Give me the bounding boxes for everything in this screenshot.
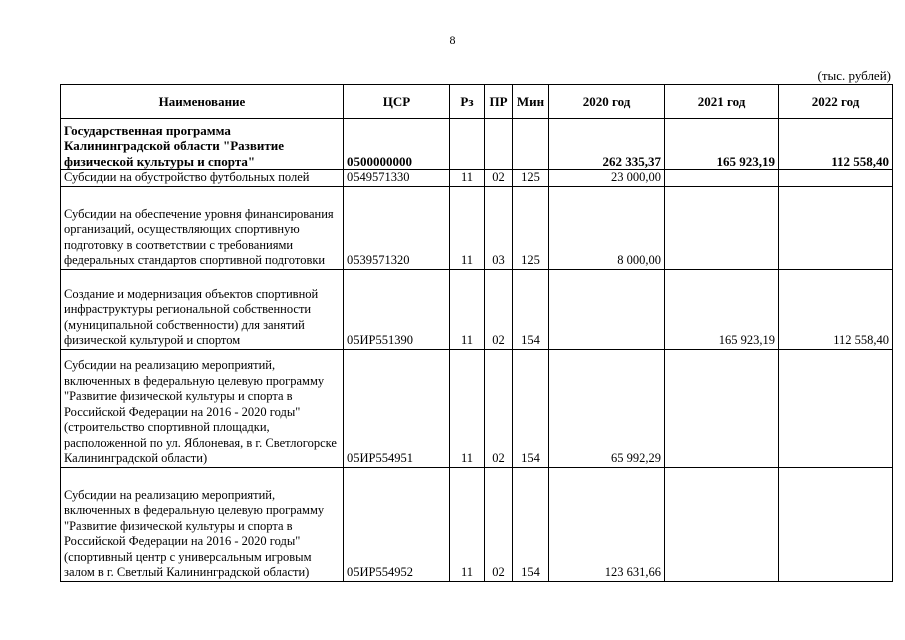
row-name: Государственная программа Калининградской области "Развитие физической культуры и спорта" <box>61 119 344 170</box>
row-csr: 0500000000 <box>344 119 450 170</box>
table-row <box>61 186 893 269</box>
row-2020 <box>549 269 665 349</box>
header-2022: 2022 год <box>779 85 893 119</box>
row-2021: 165 923,19 <box>665 119 779 170</box>
row-2021: 165 923,19 <box>665 269 779 349</box>
row-pr <box>485 119 513 170</box>
row-2020: 23 000,00 <box>549 170 665 187</box>
row-pr: 02 <box>485 467 513 581</box>
row-2021 <box>665 467 779 581</box>
row-rz: 11 <box>450 467 485 581</box>
row-name: Создание и модернизация объектов спортивной инфраструктуры региональной собственности (муниципальной собственности) для занятий физической культурой и спортом <box>61 269 344 349</box>
row-2021 <box>665 349 779 467</box>
row-pr: 03 <box>485 186 513 269</box>
row-2022 <box>779 170 893 187</box>
row-2021 <box>665 186 779 269</box>
row-2021 <box>665 170 779 187</box>
row-2022 <box>779 467 893 581</box>
row-min: 125 <box>513 170 549 187</box>
row-min: 154 <box>513 269 549 349</box>
table-row <box>61 467 893 581</box>
row-pr: 02 <box>485 170 513 187</box>
header-name: Наименование <box>61 85 344 119</box>
row-2020: 262 335,37 <box>549 119 665 170</box>
row-pr: 02 <box>485 269 513 349</box>
table-row-program <box>61 119 893 170</box>
row-csr: 05ИР551390 <box>344 269 450 349</box>
row-2020: 123 631,66 <box>549 467 665 581</box>
row-rz: 11 <box>450 170 485 187</box>
row-csr: 0539571320 <box>344 186 450 269</box>
row-2022 <box>779 349 893 467</box>
units-note: (тыс. рублей) <box>817 68 891 83</box>
row-rz: 11 <box>450 269 485 349</box>
table-header-row <box>61 85 893 119</box>
budget-table <box>60 84 893 582</box>
header-rz: Рз <box>450 85 485 119</box>
row-pr: 02 <box>485 349 513 467</box>
row-csr: 0549571330 <box>344 170 450 187</box>
header-pr: ПР <box>485 85 513 119</box>
row-name: Субсидии на обустройство футбольных полей <box>61 170 344 187</box>
row-name: Субсидии на обеспечение уровня финансирования организаций, осуществляющих спортивную подготовку в соответствии с требованиями федеральных стандартов спортивной подготовки <box>61 186 344 269</box>
row-rz <box>450 119 485 170</box>
row-min <box>513 119 549 170</box>
header-min: Мин <box>513 85 549 119</box>
row-csr: 05ИР554951 <box>344 349 450 467</box>
page-number: 8 <box>449 33 456 47</box>
header-2020: 2020 год <box>549 85 665 119</box>
table-row <box>61 170 893 187</box>
header-2021: 2021 год <box>665 85 779 119</box>
row-2022: 112 558,40 <box>779 269 893 349</box>
row-2022 <box>779 186 893 269</box>
table-row <box>61 349 893 467</box>
row-min: 154 <box>513 349 549 467</box>
row-rz: 11 <box>450 349 485 467</box>
row-csr: 05ИР554952 <box>344 467 450 581</box>
header-csr: ЦСР <box>344 85 450 119</box>
row-rz: 11 <box>450 186 485 269</box>
row-min: 154 <box>513 467 549 581</box>
row-2020: 65 992,29 <box>549 349 665 467</box>
table-row <box>61 269 893 349</box>
row-2022: 112 558,40 <box>779 119 893 170</box>
row-name: Субсидии на реализацию мероприятий, включенных в федеральную целевую программу "Развитие физической культуры и спорта в Российской Федерации на 2016 - 2020 годы" (строительство спортивной площадки, расположенной по ул. Яблоневая, в г. Светлогорске Калининградской области) <box>61 349 344 467</box>
row-name: Субсидии на реализацию мероприятий, включенных в федеральную целевую программу "Развитие физической культуры и спорта в Российской Федерации на 2016 - 2020 годы" (спортивный центр с универсальным игровым залом в г. Светлый Калининградской области) <box>61 467 344 581</box>
row-2020: 8 000,00 <box>549 186 665 269</box>
row-min: 125 <box>513 186 549 269</box>
